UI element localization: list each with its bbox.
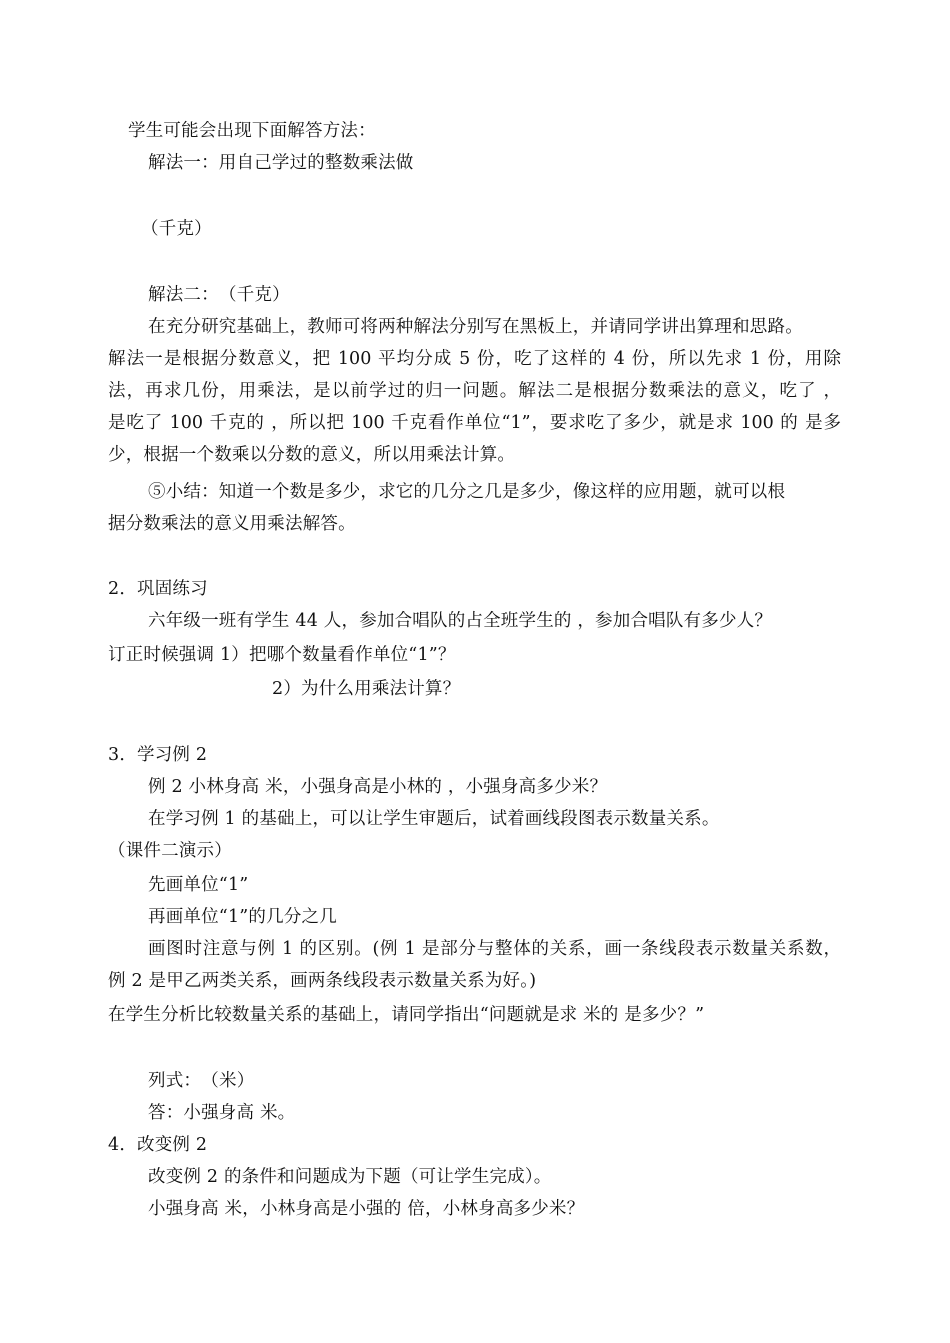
- section-heading: 3．学习例 2: [108, 745, 208, 765]
- example-line: （课件二演示）: [108, 841, 232, 861]
- section-heading: 2．巩固练习: [108, 579, 208, 599]
- answer-line: 答：小强身高 米。: [148, 1103, 296, 1123]
- example-line: 画图时注意与例 1 的区别。(例 1 是部分与整体的关系，画一条线段表示数量关系数，: [148, 939, 841, 959]
- exercise-line: 六年级一班有学生 44 人，参加合唱队的占全班学生的 ，参加合唱队有多少人？: [148, 611, 773, 631]
- example-line: 先画单位“1”: [148, 875, 249, 895]
- method-one-line: 解法一：用自己学过的整数乘法做: [148, 153, 414, 173]
- example-line: 例 2 小林身高 米，小强身高是小林的 ，小强身高多少米？: [148, 777, 608, 797]
- section-heading: 4．改变例 2: [108, 1135, 208, 1155]
- example-line: 在学生分析比较数量关系的基础上，请同学指出“问题就是求 米的 是多少？”: [108, 1005, 705, 1025]
- example-line: 例 2 是甲乙两类关系，画两条线段表示数量关系为好。): [108, 971, 537, 991]
- example-line: 再画单位“1”的几分之几: [148, 907, 337, 927]
- paragraph-line: 在充分研究基础上，教师可将两种解法分别写在黑板上，并请同学讲出算理和思路。: [148, 317, 803, 337]
- exercise-note: 订正时候强调 1）把哪个数量看作单位“1”？: [108, 645, 456, 665]
- variation-line: 改变例 2 的条件和问题成为下题（可让学生完成）。: [148, 1167, 552, 1187]
- formula-line: 列式： （米）: [148, 1071, 255, 1091]
- intro-line: 学生可能会出现下面解答方法：: [128, 121, 376, 141]
- paragraph-line: 解法一是根据分数意义，把 100 平均分成 5 份，吃了这样的 4 份，所以先求 1 份，用除: [108, 349, 841, 369]
- paragraph-line: 法，再求几份，用乘法，是以前学过的归一问题。解法二是根据分数乘法的意义，吃了 ，: [108, 381, 841, 401]
- paragraph-line: 是吃了 100 千克的 ，所以把 100 千克看作单位“1”，要求吃了多少，就是求 100 的 是多: [108, 413, 841, 433]
- method-one-unit: （千克）: [141, 219, 212, 239]
- exercise-note: 2）为什么用乘法计算？: [272, 679, 461, 699]
- summary-line: 据分数乘法的意义用乘法解答。: [108, 514, 356, 534]
- variation-line: 小强身高 米，小林身高是小强的 倍，小林身高多少米？: [148, 1199, 585, 1219]
- example-line: 在学习例 1 的基础上，可以让学生审题后，试着画线段图表示数量关系。: [148, 809, 720, 829]
- paragraph-line: 少，根据一个数乘以分数的意义，所以用乘法计算。: [108, 445, 516, 465]
- summary-line: ⑤小结：知道一个数是多少，求它的几分之几是多少，像这样的应用题，就可以根: [148, 482, 786, 502]
- method-two-line: 解法二： （千克）: [148, 285, 290, 305]
